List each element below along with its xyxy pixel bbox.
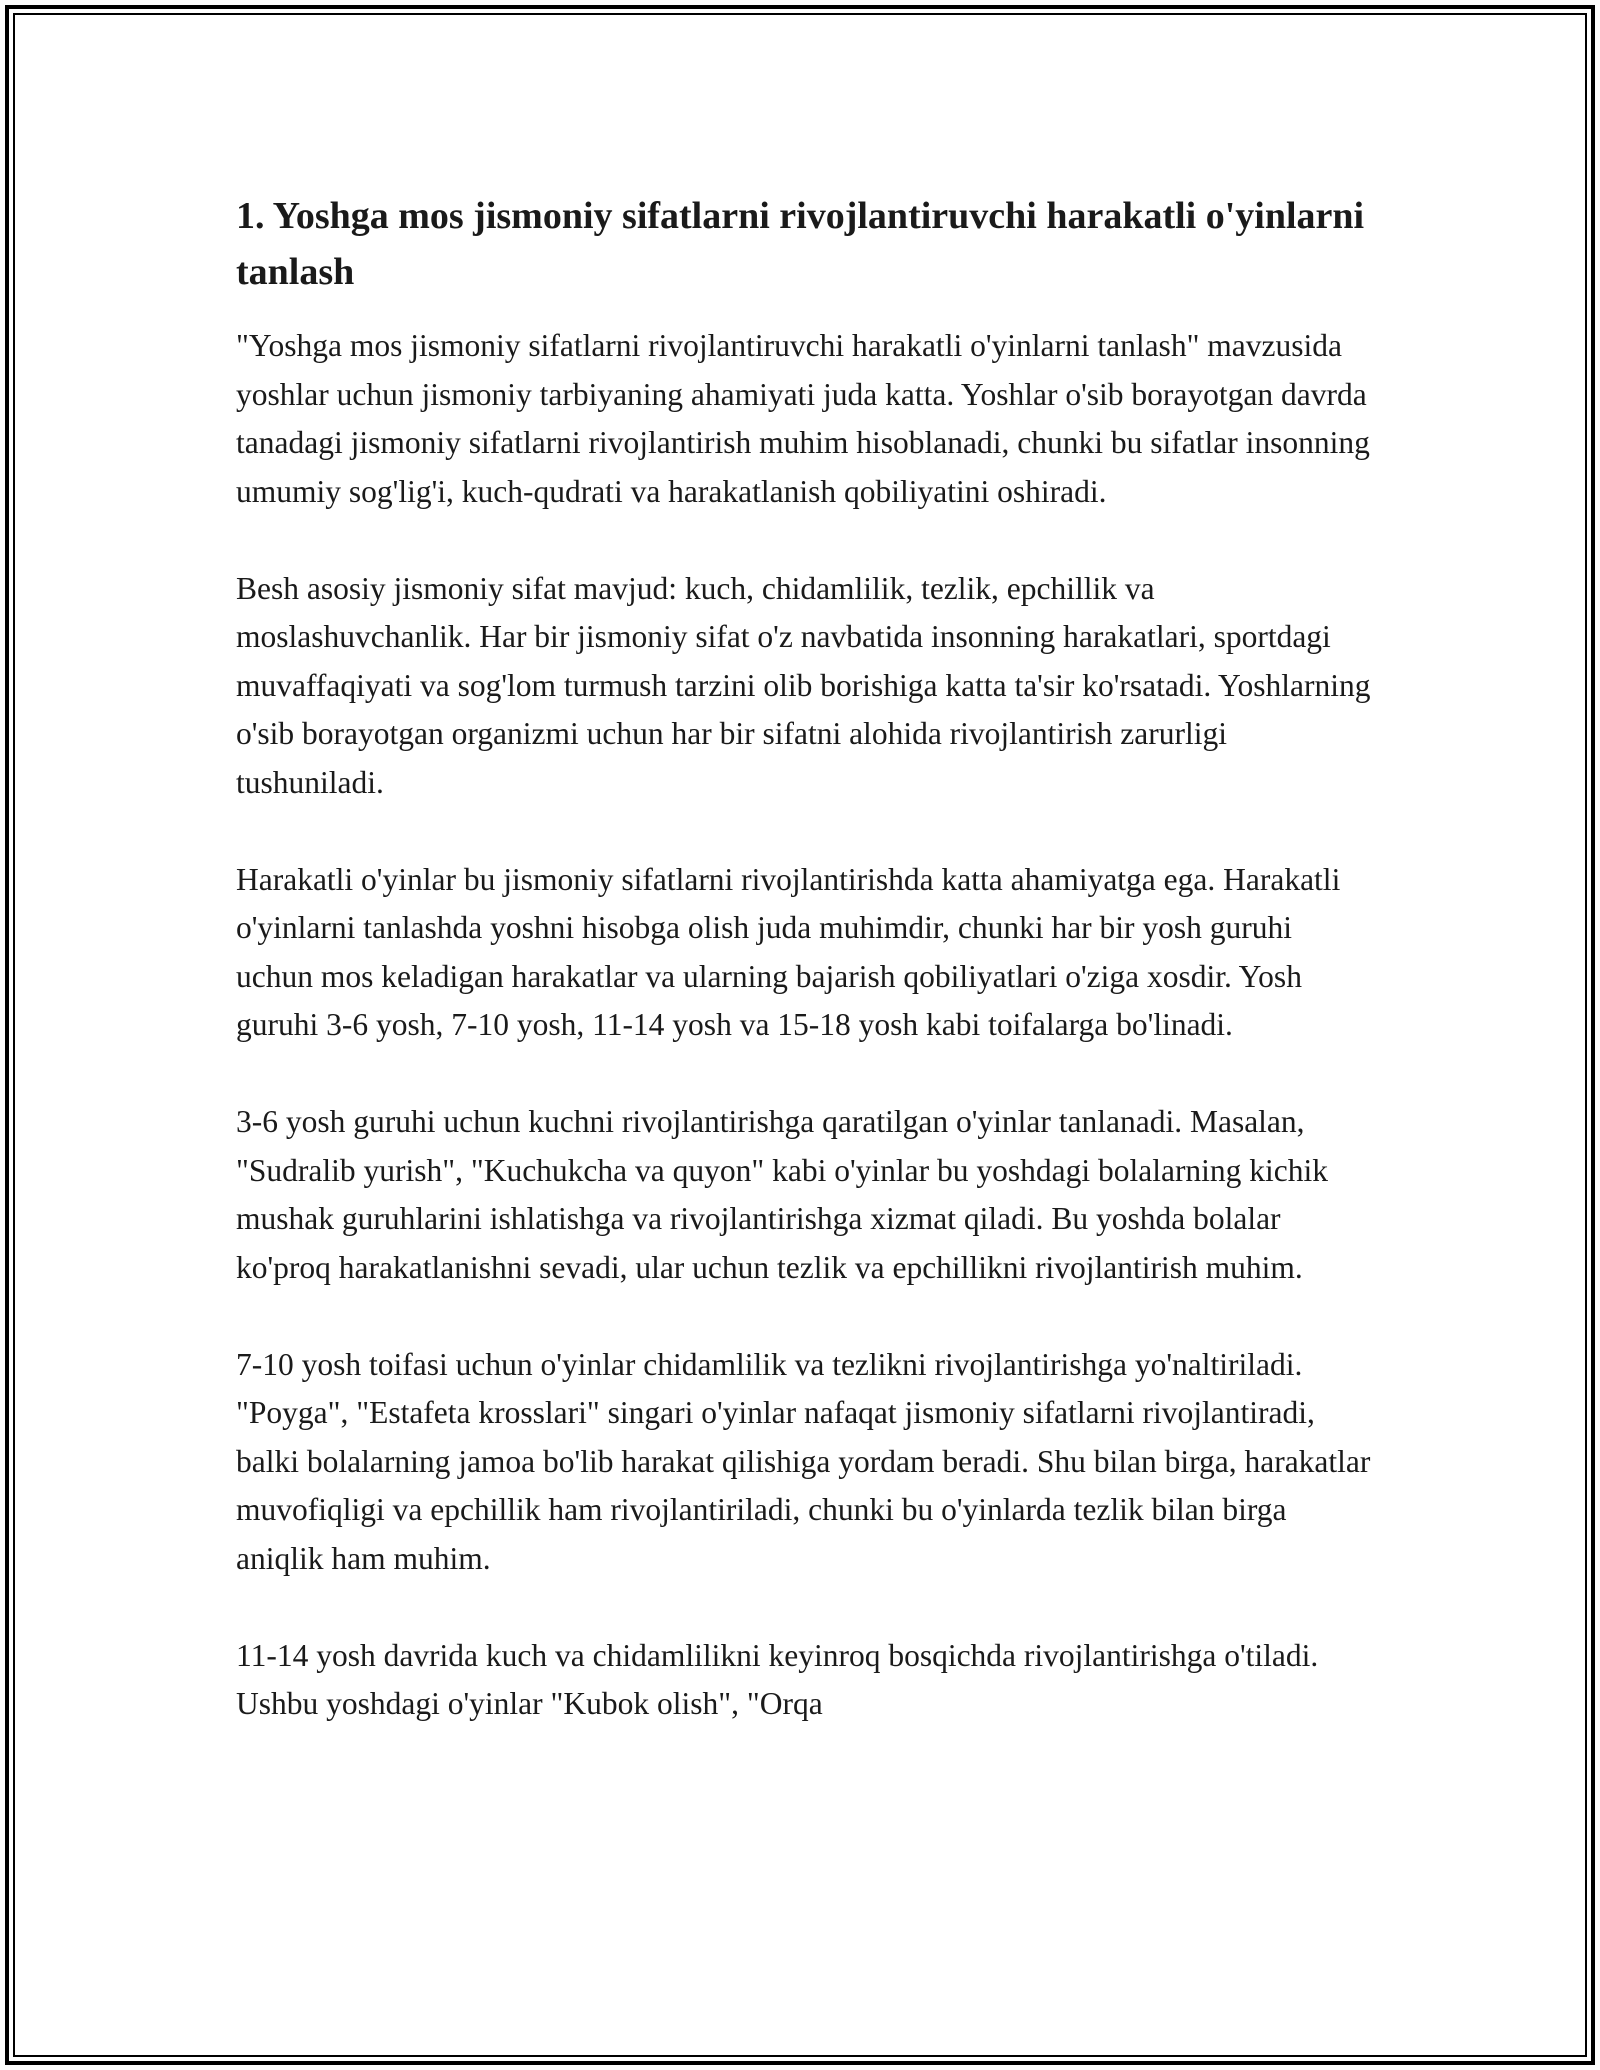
paragraph-age-3-6: 3-6 yosh guruhi uchun kuchni rivojlantirishga qaratilgan o'yinlar tanlanadi. Masalan, "Sudralib yurish", "Kuchukcha va quyon" kabi o'yinlar bu yoshdagi bolalarning kichik mushak guruhlarini ishlatishga va rivojlantirishga xizmat qiladi. Bu yoshda bolalar ko'proq harakatlanishni sevadi, ular uchun tezlik va epchillikni rivojlantirish muhim.	[236, 1104, 1329, 1285]
paragraph-age-11-14: 11-14 yosh davrida kuch va chidamlilikni keyinroq bosqichda rivojlantirishga o'tiladi. Ushbu yoshdagi o'yinlar "Kubok olish", "Orqa	[236, 1637, 1319, 1721]
section-heading: 1. Yoshga mos jismoniy sifatlarni rivojlantiruvchi harakatli o'yinlarni tanlash	[236, 195, 1365, 293]
paragraph-intro: "Yoshga mos jismoniy sifatlarni rivojlantiruvchi harakatli o'yinlarni tanlash" mavzusida yoshlar uchun jismoniy tarbiyaning ahamiyati juda katta. Yoshlar o'sib borayotgan davrda tanadagi jismoniy sifatlarni rivojlantirish muhim hisoblanadi, chunki bu sifatlar insonning umumiy sog'lig'i, kuch-qudrati va harakatlanish qobiliyatini oshiradi.	[236, 328, 1370, 509]
paragraph-age-groups: Harakatli o'yinlar bu jismoniy sifatlarni rivojlantirishda katta ahamiyatga ega. Harakatli o'yinlarni tanlashda yoshni hisobga olish juda muhimdir, chunki har bir yosh guruhi uchun mos keladigan harakatlar va ularning bajarish qobiliyatlari o'ziga xosdir. Yosh guruhi 3-6 yosh, 7-10 yosh, 11-14 yosh va 15-18 yosh kabi toifalarga bo'linadi.	[236, 861, 1341, 1042]
document-body	[236, 188, 1371, 1777]
paragraph-physical-qualities: Besh asosiy jismoniy sifat mavjud: kuch, chidamlilik, tezlik, epchillik va moslashuvchanlik. Har bir jismoniy sifat o'z navbatida insonning harakatlari, sportdagi muvaffaqiyati va sog'lom turmush tarzini olib borishiga katta ta'sir ko'rsatadi. Yoshlarning o'sib borayotgan organizmi uchun har bir sifatni alohida rivojlantirish zarurligi tushuniladi.	[236, 570, 1371, 800]
paragraph-age-7-10: 7-10 yosh toifasi uchun o'yinlar chidamlilik va tezlikni rivojlantirishga yo'naltiriladi. "Poyga", "Estafeta krosslari" singari o'yinlar nafaqat jismoniy sifatlarni rivojlantiradi, balki bolalarning jamoa bo'lib harakat qilishiga yordam beradi. Shu bilan birga, harakatlar muvofiqligi va epchillik ham rivojlantiriladi, chunki bu o'yinlarda tezlik bilan birga aniqlik ham muhim.	[236, 1346, 1371, 1576]
